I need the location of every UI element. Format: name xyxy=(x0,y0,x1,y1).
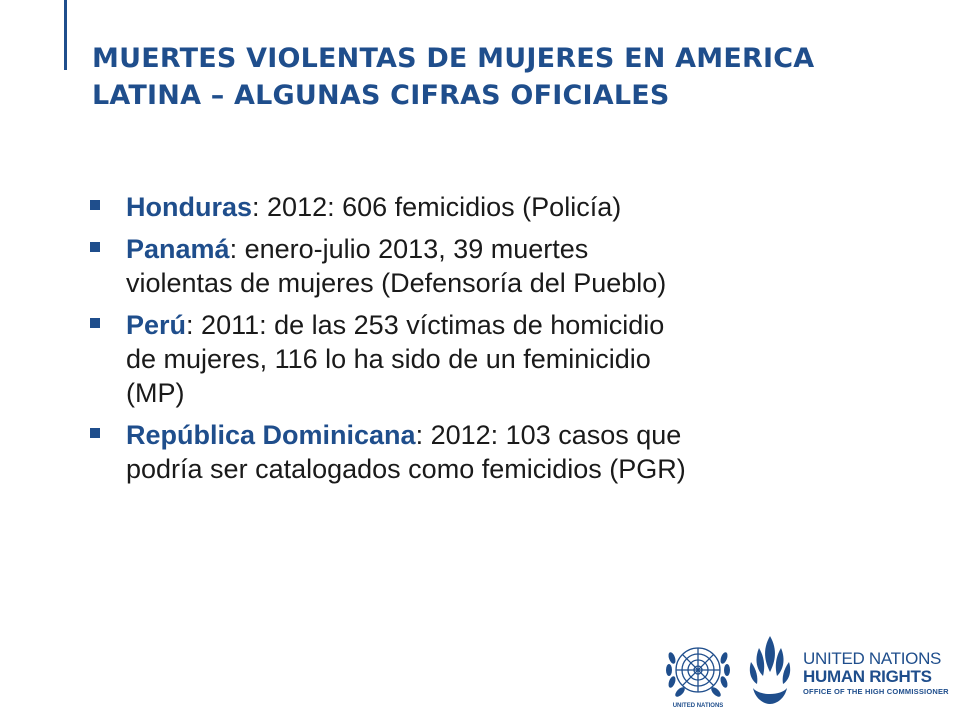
bullet-republica-dominicana: República Dominicana: 2012: 103 casos que podría ser catalogados como femicidios (PGR) xyxy=(90,418,890,486)
square-bullet-icon xyxy=(90,318,100,328)
country-name: Honduras xyxy=(126,192,253,222)
bullet-text: (MP) xyxy=(126,378,185,408)
bullet-text: 2011: de las 253 víctimas de homicidio xyxy=(201,310,665,340)
bullet-text: 2012: 103 casos que xyxy=(430,420,682,450)
slide-title-line-2: LATINA – ALGUNAS CIFRAS OFICIALES xyxy=(92,80,670,111)
bullet-text: 2012: 606 femicidios (Policía) xyxy=(267,192,622,222)
bullet-peru: Perú: 2011: de las 253 víctimas de homicidio de mujeres, 116 lo ha sido de un feminicidio (MP) xyxy=(90,308,890,410)
ohchr-line-2: HUMAN RIGHTS xyxy=(803,667,932,686)
accent-bar xyxy=(64,0,67,70)
bullet-list xyxy=(90,190,890,494)
ohchr-line-1: UNITED NATIONS xyxy=(803,649,942,668)
ohchr-wordmark xyxy=(803,650,949,698)
square-bullet-icon xyxy=(90,242,100,252)
ohchr-flame-icon xyxy=(745,632,795,712)
ohchr-line-3: OFFICE OF THE HIGH COMMISSIONER xyxy=(803,687,949,696)
bullet-panama: Panamá: enero-julio 2013, 39 muertes violentas de mujeres (Defensoría del Pueblo) xyxy=(90,232,890,300)
slide-title-line-1: MUERTES VIOLENTAS DE MUJERES EN AMERICA xyxy=(92,43,815,74)
bullet-text: violentas de mujeres (Defensoría del Pueblo) xyxy=(126,268,667,298)
square-bullet-icon xyxy=(90,200,100,210)
country-name: Perú xyxy=(126,310,187,340)
bullet-honduras: Honduras: 2012: 606 femicidios (Policía) xyxy=(90,190,890,224)
square-bullet-icon xyxy=(90,428,100,438)
slide-title xyxy=(92,40,932,114)
un-emblem-caption: UNITED NATIONS xyxy=(672,703,724,709)
bullet-text: enero-julio 2013, 39 muertes xyxy=(244,234,589,264)
bullet-text: de mujeres, 116 lo ha sido de un feminicidio xyxy=(126,344,651,374)
bullet-text: podría ser catalogados como femicidios (PGR) xyxy=(126,454,686,484)
country-name: República Dominicana xyxy=(126,420,416,450)
country-name: Panamá xyxy=(126,234,230,264)
